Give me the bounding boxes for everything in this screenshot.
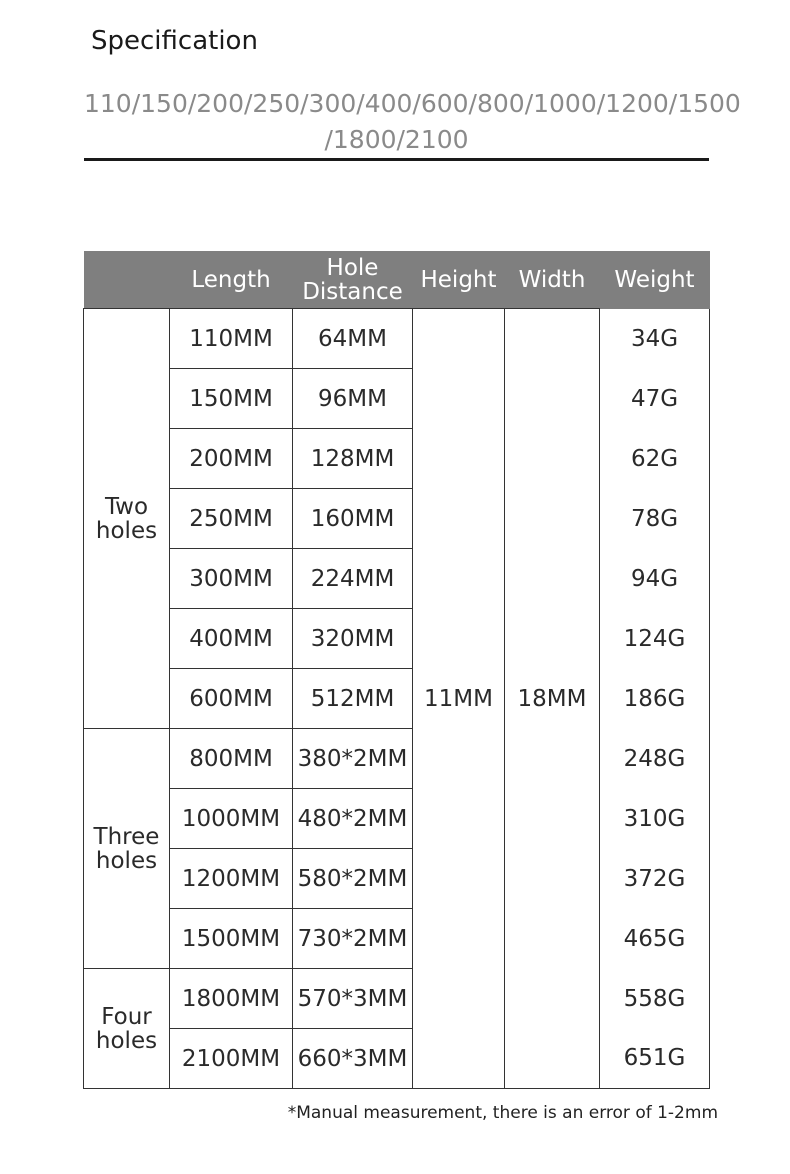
size-list: [84, 86, 741, 158]
cell-length: 800MM: [170, 729, 293, 789]
page-title: Specification: [91, 26, 258, 56]
divider: [84, 158, 709, 161]
table-row: [84, 669, 710, 729]
table-row: [84, 549, 710, 609]
cell-weight: 124G: [600, 609, 710, 669]
cell-weight: 186G: [600, 669, 710, 729]
cell-length: 2100MM: [170, 1029, 293, 1089]
group-label: Four holes: [84, 969, 170, 1089]
cell-length: 1200MM: [170, 849, 293, 909]
table-row: [84, 1029, 710, 1089]
table-row: [84, 849, 710, 909]
cell-hole-distance: 730*2MM: [293, 909, 413, 969]
cell-hole-distance: 380*2MM: [293, 729, 413, 789]
table-row: [84, 489, 710, 549]
table-row: [84, 909, 710, 969]
measurement-note: *Manual measurement, there is an error of 1-2mm: [287, 1103, 718, 1123]
cell-length: 1000MM: [170, 789, 293, 849]
header-height: Height: [413, 251, 505, 309]
cell-hole-distance: 580*2MM: [293, 849, 413, 909]
cell-length: 400MM: [170, 609, 293, 669]
table-row: [84, 429, 710, 489]
cell-weight: 94G: [600, 549, 710, 609]
spec-table: [83, 251, 710, 1089]
cell-hole-distance: 96MM: [293, 369, 413, 429]
cell-length: 110MM: [170, 309, 293, 369]
table-row: [84, 609, 710, 669]
header-length: Length: [170, 251, 293, 309]
header-hole-distance-label: Hole Distance: [302, 254, 403, 305]
cell-weight: 34G: [600, 309, 710, 369]
cell-hole-distance: 160MM: [293, 489, 413, 549]
cell-hole-distance: 480*2MM: [293, 789, 413, 849]
table-header-row: [84, 251, 710, 309]
table-row: [84, 369, 710, 429]
cell-height: 11MM: [413, 309, 505, 1089]
header-width: Width: [505, 251, 600, 309]
cell-weight: 47G: [600, 369, 710, 429]
table-row: [84, 969, 710, 1029]
cell-hole-distance: 660*3MM: [293, 1029, 413, 1089]
cell-hole-distance: 224MM: [293, 549, 413, 609]
size-list-line-2: /1800/2100: [324, 125, 469, 154]
size-list-line-1: 110/150/200/250/300/400/600/800/1000/1200/1500: [84, 89, 741, 118]
table-row: [84, 729, 710, 789]
cell-length: 1800MM: [170, 969, 293, 1029]
cell-hole-distance: 128MM: [293, 429, 413, 489]
cell-weight: 78G: [600, 489, 710, 549]
cell-weight: 248G: [600, 729, 710, 789]
table-row: [84, 789, 710, 849]
group-label: Three holes: [84, 729, 170, 969]
cell-weight: 62G: [600, 429, 710, 489]
cell-weight: 558G: [600, 969, 710, 1029]
header-group: [84, 251, 170, 309]
cell-hole-distance: 570*3MM: [293, 969, 413, 1029]
cell-length: 250MM: [170, 489, 293, 549]
table-body: [84, 309, 710, 1089]
header-weight: Weight: [600, 251, 710, 309]
cell-hole-distance: 320MM: [293, 609, 413, 669]
cell-length: 150MM: [170, 369, 293, 429]
cell-width: 18MM: [505, 309, 600, 1089]
cell-length: 1500MM: [170, 909, 293, 969]
cell-weight: 310G: [600, 789, 710, 849]
cell-weight: 372G: [600, 849, 710, 909]
cell-weight: 651G: [600, 1029, 710, 1089]
cell-length: 300MM: [170, 549, 293, 609]
header-hole-distance: [293, 251, 413, 309]
cell-hole-distance: 512MM: [293, 669, 413, 729]
cell-hole-distance: 64MM: [293, 309, 413, 369]
cell-length: 600MM: [170, 669, 293, 729]
group-label: Two holes: [84, 309, 170, 729]
cell-weight: 465G: [600, 909, 710, 969]
cell-length: 200MM: [170, 429, 293, 489]
table-row: [84, 309, 710, 369]
